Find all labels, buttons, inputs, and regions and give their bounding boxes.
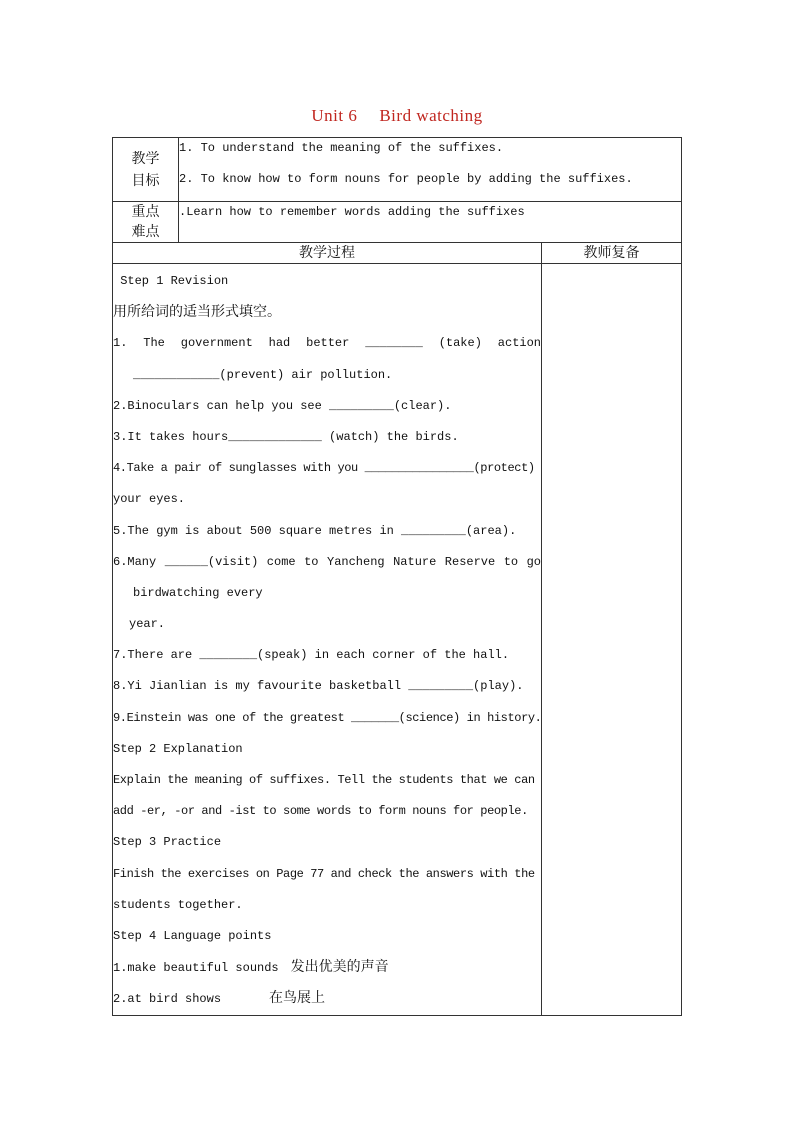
question-7: 7.There are ________(speak) in each corner of the hall.	[113, 648, 510, 663]
goal-item-2: 2. To know how to form nouns for people by adding the suffixes.	[179, 172, 633, 186]
language-point-1	[113, 952, 541, 983]
goals-label-line2: 目标	[131, 173, 160, 189]
language-point-2	[113, 983, 541, 1014]
question-6-line-3: year.	[129, 617, 166, 632]
question-4-line-2: your eyes.	[113, 492, 186, 507]
question-1-line-2: ____________(prevent) air pollution.	[133, 367, 393, 382]
key-points-label-line1: 重点	[131, 204, 160, 220]
key-points-content: .Learn how to remember words adding the suffixes	[179, 202, 682, 243]
process-row	[113, 264, 682, 1016]
goal-item-1: 1. To understand the meaning of the suffixes.	[179, 141, 504, 155]
step3-heading: Step 3 Practice	[113, 835, 222, 850]
question-9: 9.Einstein was one of the greatest _______(science) in history.	[113, 710, 541, 725]
fill-in-instruction: 用所给词的适当形式填空。	[113, 304, 281, 321]
key-points-label-line2: 难点	[131, 224, 160, 240]
teacher-notes-content	[542, 264, 682, 1016]
step4-heading: Step 4 Language points	[113, 928, 272, 943]
explanation-line-1: Explain the meaning of suffixes. Tell the students that we can	[113, 773, 535, 787]
question-8: 8.Yi Jianlian is my favourite basketball _________(play).	[113, 679, 524, 694]
goals-label-line1: 教学	[131, 151, 160, 167]
process-header: 教学过程	[113, 243, 542, 264]
question-3: 3.It takes hours_____________ (watch) the birds.	[113, 429, 459, 444]
question-6-line-2: birdwatching every	[133, 585, 263, 600]
question-5: 5.The gym is about 500 square metres in _________(area).	[113, 523, 517, 538]
question-1-line-1: 1. The government had better ________ (take) action	[113, 336, 541, 351]
key-points-label	[113, 202, 179, 243]
goals-label	[113, 138, 179, 202]
teacher-notes-header: 教师复备	[542, 243, 682, 264]
question-6-line-1: 6.Many ______(visit) come to Yancheng Nature Reserve to go	[113, 554, 541, 569]
key-points-row	[113, 202, 682, 243]
lesson-plan-table	[112, 137, 682, 1016]
language-point-2-english: 2.at bird shows	[113, 992, 222, 1007]
practice-line-1: Finish the exercises on Page 77 and check the answers with the	[113, 866, 535, 881]
step2-heading: Step 2 Explanation	[113, 741, 243, 756]
unit-number: Unit 6	[311, 106, 358, 125]
goals-row	[113, 138, 682, 202]
language-point-2-chinese: 在鸟展上	[269, 990, 326, 1007]
question-4-line-1: 4.Take a pair of sunglasses with you ________________(protect)	[113, 461, 535, 476]
process-content	[113, 264, 542, 1016]
language-point-1-english: 1.make beautiful sounds	[113, 961, 279, 976]
column-header-row	[113, 243, 682, 264]
question-2: 2.Binoculars can help you see _________(clear).	[113, 398, 452, 413]
explanation-line-2: add -er, -or and -ist to some words to form nouns for people.	[113, 804, 528, 819]
step1-heading: Step 1 Revision	[113, 274, 229, 288]
goals-content	[179, 138, 682, 202]
page-title	[0, 106, 794, 126]
practice-line-2: students together.	[113, 897, 243, 912]
unit-topic: Bird watching	[379, 106, 483, 125]
language-point-1-chinese: 发出优美的声音	[290, 959, 389, 976]
